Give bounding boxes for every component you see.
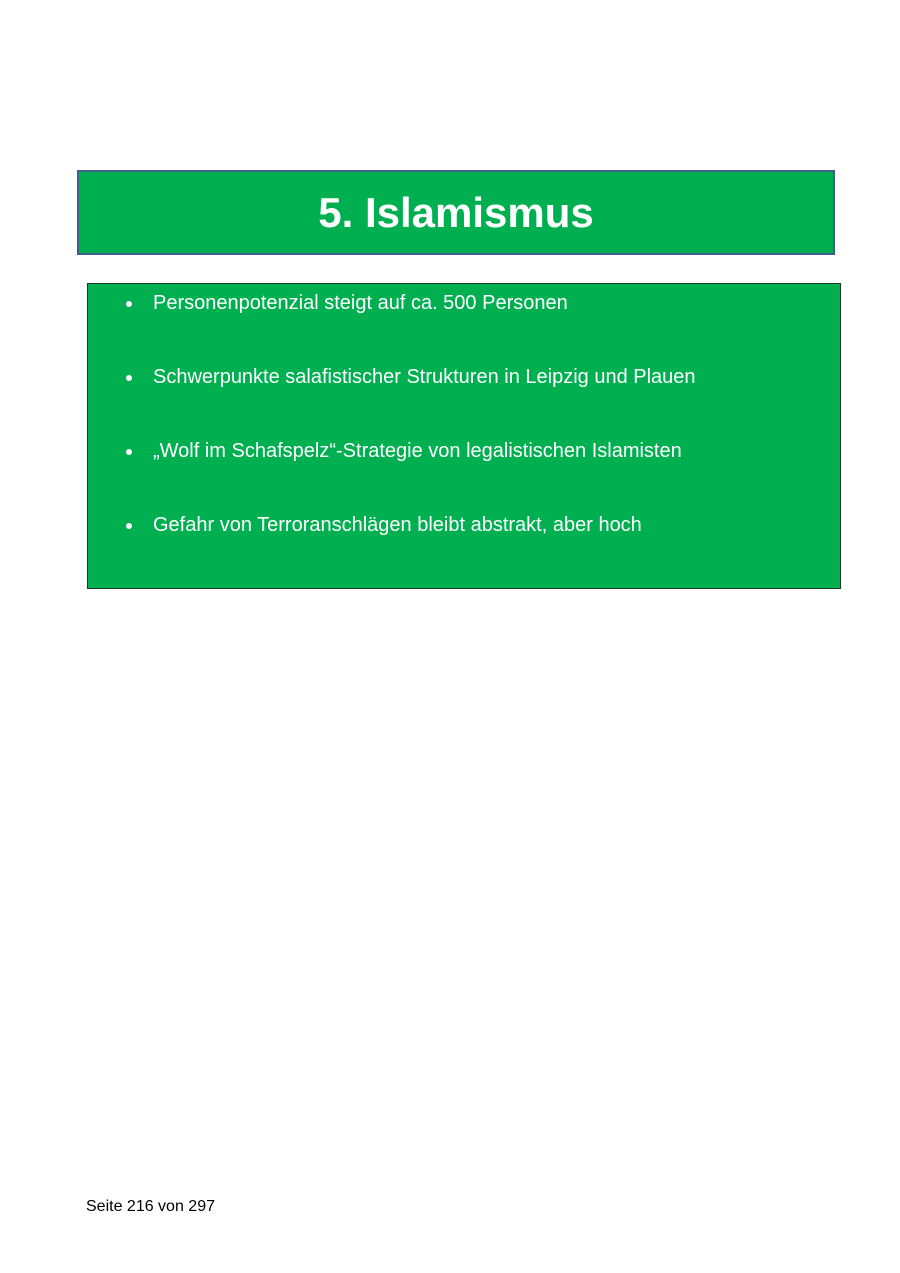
list-item xyxy=(126,440,682,463)
list-item-text: Gefahr von Terroranschlägen bleibt abstrakt, aber hoch xyxy=(153,514,642,536)
bullet-icon xyxy=(126,449,132,455)
section-title-box xyxy=(77,170,835,255)
section-title: 5. Islamismus xyxy=(318,188,594,236)
list-item-text: „Wolf im Schafspelz“-Strategie von legalistischen Islamisten xyxy=(153,440,682,462)
bullet-icon xyxy=(126,523,132,529)
list-item-text: Personenpotenzial steigt auf ca. 500 Personen xyxy=(153,292,568,314)
bullet-icon xyxy=(126,301,132,307)
list-item xyxy=(126,514,642,537)
bullet-icon xyxy=(126,375,132,381)
summary-box xyxy=(87,283,841,589)
list-item xyxy=(126,292,568,315)
page-number: Seite 216 von 297 xyxy=(86,1198,215,1215)
list-item xyxy=(126,366,696,389)
list-item-text: Schwerpunkte salafistischer Strukturen in Leipzig und Plauen xyxy=(153,366,696,388)
